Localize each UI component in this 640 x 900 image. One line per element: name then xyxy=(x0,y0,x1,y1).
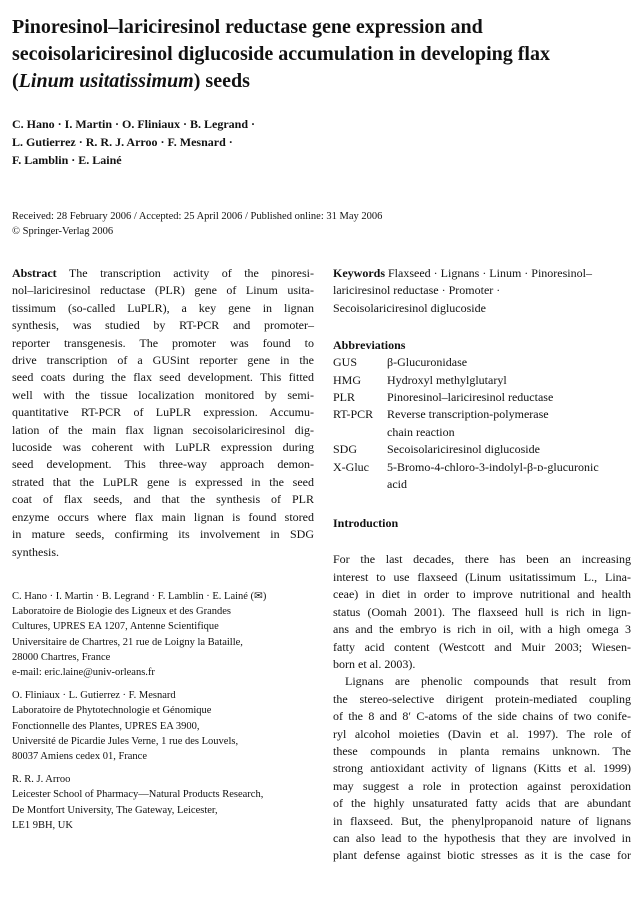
right-column xyxy=(333,265,631,865)
keywords-line: Secoisolariciresinol diglucoside xyxy=(333,300,486,315)
abstract xyxy=(12,265,314,561)
text-line: well with the tissue localization monitored by semi- xyxy=(12,387,314,402)
text-line: quantitative RT-PCR of LuPLR expression. Accumu- xyxy=(12,405,314,420)
text-line: ceae) in diet in order to improve nutritional and health xyxy=(333,587,631,602)
abbreviation-definition: β-Glucuronidase xyxy=(387,355,468,370)
introduction-section xyxy=(333,515,631,864)
text-line: lucoside was coherent with LuPLR expression during xyxy=(12,440,314,455)
introduction-paragraph xyxy=(333,673,631,864)
text-line: status (Oomah 2001). The flaxseed hull is rich in lign- xyxy=(333,604,631,619)
author-list xyxy=(12,115,412,169)
abbreviation-row xyxy=(333,389,631,406)
abbreviations-title: Abbreviations xyxy=(333,338,406,353)
text-line: ans and the embryo is rich in oil, with a high omega 3 xyxy=(333,622,631,637)
text-line: in flaxseed. But, the phenylpropanoid nature of lignans xyxy=(333,813,631,828)
title-line: secoisolariciresinol diglucoside accumulation in developing flax xyxy=(12,43,550,65)
affiliation-line: O. Fliniaux · L. Gutierrez · F. Mesnard xyxy=(12,690,176,702)
abbreviation-row xyxy=(333,372,631,389)
abbreviation-row xyxy=(333,459,631,494)
text-line: of the highly unsaturated fatty acids that are abundant xyxy=(333,796,631,811)
abstract-label: Abstract xyxy=(12,266,57,280)
text-line: Abstract The transcription activity of the pinoresi- xyxy=(12,266,314,280)
affiliation-line: R. R. J. Arroo xyxy=(12,774,71,786)
text-line: interest to use flaxseed (Linum usitatissimum L., Lina- xyxy=(333,569,631,584)
abbreviation-definition: Reverse transcription-polymerase chain reaction xyxy=(387,407,549,439)
abbreviation-key: RT-PCR xyxy=(333,407,374,422)
text-line: synthesis, was studied by RT-PCR and promoter– xyxy=(12,318,314,333)
abbreviation-definition: Pinoresinol–lariciresinol reductase xyxy=(387,390,554,405)
affiliation-line: 80037 Amiens cedex 01, France xyxy=(12,750,148,762)
copyright-line: © Springer-Verlag 2006 xyxy=(12,226,114,237)
text-line: reporter transgenesis. The promoter was found to xyxy=(12,335,314,350)
text-line: fatty acid content (Westcott and Muir 2003; Wiesen- xyxy=(333,639,631,654)
abbreviation-key: X-Gluc xyxy=(333,459,369,474)
abbreviations-section xyxy=(333,337,631,493)
abbreviation-definition: 5-Bromo-4-chloro-3-indolyl-β-ᴅ-glucuronic acid xyxy=(387,459,599,492)
affiliation-line: LE1 9BH, UK xyxy=(12,819,73,831)
keywords-label: Keywords xyxy=(333,266,385,280)
affiliation-block xyxy=(12,688,314,764)
abbreviation-definition: Secoisolariciresinol diglucoside xyxy=(387,442,540,457)
text-line: ryl alcohol moieties (Davin et al. 1997). The role of xyxy=(333,726,631,741)
affiliation-line: C. Hano · I. Martin · B. Legrand · F. Lamblin · E. Lainé (✉) xyxy=(12,590,267,602)
affiliation-block xyxy=(12,589,314,680)
text-line: coat of flax seeds, and that the synthesis of PLR xyxy=(12,492,314,507)
text-line: synthesis. xyxy=(12,544,60,559)
title-line: Pinoresinol–lariciresinol reductase gene expression and xyxy=(12,16,483,38)
text-line: enzyme occurs where flax main lignan is found stored xyxy=(12,509,314,524)
text-line: nol–lariciresinol reductase (PLR) gene of Linum usita- xyxy=(12,283,314,298)
affiliation-line: Universitaire de Chartres, 21 rue de Loigny la Bataille, xyxy=(12,636,243,648)
affiliations xyxy=(12,589,314,833)
text-line: in mature seeds, confirming its involvement in SDG xyxy=(12,527,314,542)
email-link[interactable]: e-mail: eric.laine@univ-orleans.fr xyxy=(12,666,155,678)
left-column xyxy=(12,265,314,841)
keywords xyxy=(333,265,631,317)
text-line: Lignans are phenolic compounds that result from xyxy=(345,674,631,689)
affiliation-line: 28000 Chartres, France xyxy=(12,651,111,663)
text-line: tissimum (so-called LuPLR), a key gene in lignan xyxy=(12,300,314,315)
affiliation-line: Laboratoire de Phytotechnologie et Génomique xyxy=(12,705,212,717)
affiliation-line: Laboratoire de Biologie des Ligneux et des Grandes xyxy=(12,606,231,618)
abbreviation-key: SDG xyxy=(333,442,358,457)
text-line: can also lead to the hypothesis that they are involved in xyxy=(333,830,631,845)
abbreviation-row xyxy=(333,354,631,371)
text-line: strated that the LuPLR gene is expressed in the seed xyxy=(12,474,314,489)
keywords-line: Keywords Flaxseed · Lignans · Linum · Pinoresinol– xyxy=(333,266,592,280)
text-line: seed development. This three-way approach demon- xyxy=(12,457,314,472)
affiliation-line: Fonctionnelle des Plantes, UPRES EA 3900, xyxy=(12,720,200,732)
affiliation-line: Université de Picardie Jules Verne, 1 rue des Louvels, xyxy=(12,735,239,747)
keywords-line: lariciresinol reductase · Promoter · xyxy=(333,283,501,298)
text-line: For the last decades, there has been an increasing xyxy=(333,552,631,567)
abbreviation-key: GUS xyxy=(333,355,358,370)
paper-title xyxy=(12,14,628,95)
publication-history xyxy=(12,209,628,239)
affiliation-block xyxy=(12,772,314,833)
text-line: drive transcription of a GUSint reporter gene in the xyxy=(12,353,314,368)
affiliation-line: Leicester School of Pharmacy—Natural Products Research, xyxy=(12,789,264,801)
abbreviation-row xyxy=(333,441,631,458)
text-line: these compounds in planta remains unknown. The xyxy=(333,743,631,758)
abbreviations-list xyxy=(333,354,631,493)
author-line: F. Lamblin · E. Lainé xyxy=(12,153,122,167)
abbreviation-key: PLR xyxy=(333,390,356,405)
title-line: (Linum usitatissimum) seeds xyxy=(12,70,250,92)
introduction-paragraph xyxy=(333,551,631,673)
text-line: may suggest a role in protection against peroxidation xyxy=(333,778,631,793)
abbreviation-row xyxy=(333,406,631,441)
text-line: of the 8 and 8′ C-atoms of the side chains of two conife- xyxy=(333,709,631,724)
affiliation-line: Cultures, UPRES EA 1207, Antenne Scientifique xyxy=(12,621,219,633)
text-line: lation of the main flax lignan secoisolariciresinol dig- xyxy=(12,422,314,437)
introduction-heading: Introduction xyxy=(333,516,399,531)
text-line: the stereo-selective dirigent protein-mediated coupling xyxy=(333,691,631,706)
author-line: L. Gutierrez · R. R. J. Arroo · F. Mesnard · xyxy=(12,135,233,149)
text-line: born et al. 2003). xyxy=(333,656,416,671)
received-dates: Received: 28 February 2006 / Accepted: 25 April 2006 / Published online: 31 May 2006 xyxy=(12,211,383,222)
author-line: C. Hano · I. Martin · O. Fliniaux · B. Legrand · xyxy=(12,117,256,131)
text-line: seed coats during the flax seed development. This fitted xyxy=(12,370,314,385)
abbreviation-key: HMG xyxy=(333,372,362,387)
text-line: plant defense against biotic stresses as it is the case for xyxy=(333,848,631,863)
affiliation-line: De Montfort University, The Gateway, Leicester, xyxy=(12,804,218,816)
abbreviation-definition: Hydroxyl methylglutaryl xyxy=(387,372,507,387)
text-line: strong antioxidant activity of lignans (Kitts et al. 1999) xyxy=(333,761,631,776)
